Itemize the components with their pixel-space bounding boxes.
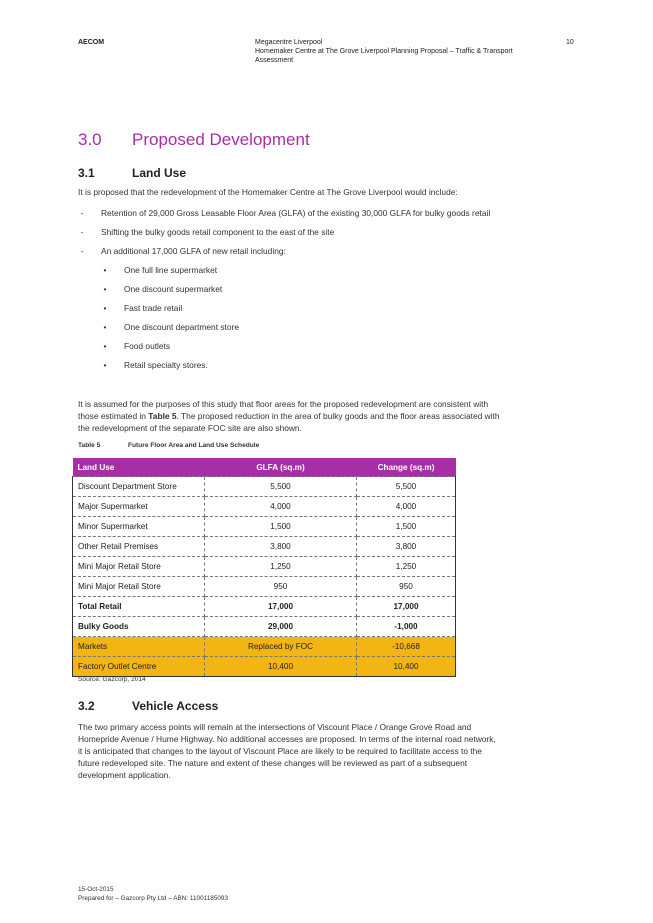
document-title-line-1: Megacentre Liverpool <box>255 39 323 46</box>
vehicle-access-paragraph: The two primary access points will remain at the intersections of Viscount Place / Orange Grove Road and Homepride Avenue / Hume Highway. No additional accesses are proposed. In terms of the internal road network, it is anticipated that changes to the layout of Viscount Place are likely to be required to facilitate access to the future redeveloped site. The nature and extent of these changes will be reviewed as part of a subsequent development application. <box>78 722 496 780</box>
page-footer <box>78 885 228 903</box>
table-row-factory-outlet: Factory Outlet Centre 10,400 10,400 <box>73 657 456 677</box>
table-label: Table 5 <box>78 442 101 449</box>
footer-prepared-for: Prepared for – Gazcorp Pty Ltd – ABN: 11001185093 <box>78 895 229 902</box>
land-use-heading <box>78 166 186 180</box>
table-title: Future Floor Area and Land Use Schedule <box>128 442 260 449</box>
sub-list-item: • Fast trade retail <box>103 303 183 313</box>
sub-list-item: • One discount department store <box>103 322 239 332</box>
document-title-line-3: Assessment <box>255 57 294 64</box>
table-row: Major Supermarket 4,000 4,000 <box>73 497 456 517</box>
table-row: Discount Department Store 5,500 5,500 <box>73 477 456 497</box>
table-reference: Table 5 <box>148 411 177 421</box>
land-use-intro: It is proposed that the redevelopment of the Homemaker Centre at The Grove Liverpool would include: <box>78 187 458 197</box>
sub-list-item: • One discount supermarket <box>103 284 223 294</box>
column-header-change: Change (sq.m) <box>357 458 456 477</box>
floor-area-table <box>72 458 456 677</box>
table-row-bulky-goods: Bulky Goods 29,000 -1,000 <box>73 617 456 637</box>
list-item: - Retention of 29,000 Gross Leasable Floor Area (GLFA) of the existing 30,000 GLFA for bulky goods retail <box>80 208 491 218</box>
table-header-row <box>73 458 456 477</box>
land-use-paragraph: It is assumed for the purposes of this study that floor areas for the proposed redevelopment are consistent with those estimated in Table 5. The proposed reduction in the area of bulky goods and the floor areas associated with the redevelopment of the separate FOC site are also shown. <box>78 399 500 433</box>
page-number: 10 <box>566 39 574 46</box>
list-item: - Shifting the bulky goods retail component to the east of the site <box>80 227 335 237</box>
sub-list-item: • Food outlets <box>103 341 171 351</box>
vehicle-access-heading <box>78 699 218 713</box>
table-row: Minor Supermarket 1,500 1,500 <box>73 517 456 537</box>
vehicle-access-title: Vehicle Access <box>132 699 219 713</box>
table-row: Mini Major Retail Store 1,250 1,250 <box>73 557 456 577</box>
document-title-line-2: Homemaker Centre at The Grove Liverpool Planning Proposal – Traffic & Transport <box>255 48 513 55</box>
document-title <box>255 38 545 65</box>
land-use-number: 3.1 <box>78 166 95 180</box>
sub-list-item: • One full line supermarket <box>103 265 218 275</box>
section-heading <box>78 130 310 150</box>
table-row: Other Retail Premises 3,800 3,800 <box>73 537 456 557</box>
company-name: AECOM <box>78 39 105 46</box>
table-row-markets: Markets Replaced by FOC -10,668 <box>73 637 456 657</box>
footer-date: 15-Oct-2015 <box>78 886 114 893</box>
vehicle-access-number: 3.2 <box>78 699 95 713</box>
land-use-title: Land Use <box>132 166 187 180</box>
table-row-total-retail: Total Retail 17,000 17,000 <box>73 597 456 617</box>
section-title: Proposed Development <box>132 130 310 149</box>
sub-list-item: • Retail specialty stores. <box>103 360 208 370</box>
table-source: Source: Gazcorp, 2014 <box>78 676 146 683</box>
table-row: Mini Major Retail Store 950 950 <box>73 577 456 597</box>
table-caption <box>78 442 259 449</box>
column-header-land-use: Land Use <box>73 458 205 477</box>
list-item: - An additional 17,000 GLFA of new retail including: <box>80 246 286 256</box>
section-number: 3.0 <box>78 130 102 149</box>
column-header-glfa: GLFA (sq.m) <box>205 458 357 477</box>
